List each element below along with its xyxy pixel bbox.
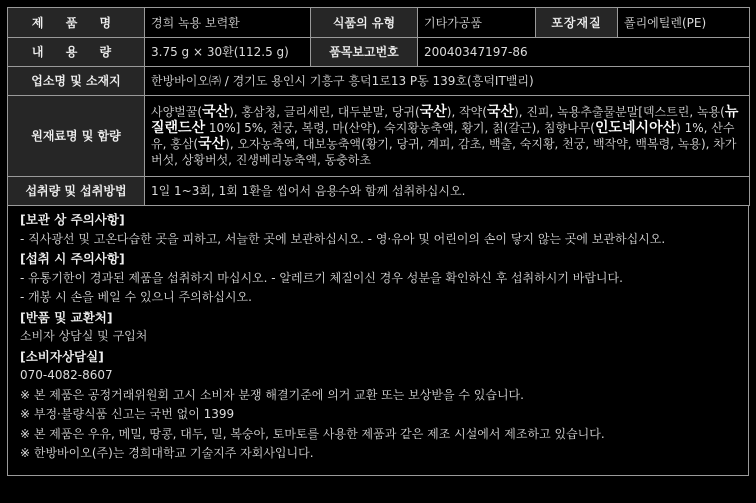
ingredients-text: ), 홍삼청, 글리세린, 대두분말, 당귀( <box>229 105 420 119</box>
product-name-label: 제 품 명 <box>8 8 145 38</box>
product-name: 경희 녹용 보력환 <box>145 8 311 38</box>
ingredients-text: 10%] 5%, 천궁, 복령, 마(산약), 숙지황농축액, 황기, 칡(갈근), 침향나무( <box>205 121 595 135</box>
origin-indonesia: 인도네시아산 <box>594 120 677 136</box>
note-report: ※ 부정·불량식품 신고는 국번 없이 1399 <box>20 407 235 421</box>
content-label: 내 용 량 <box>8 38 145 67</box>
row-intake <box>8 177 750 206</box>
consumer-center-title: [소비자상담실] <box>20 348 104 364</box>
maker-label: 업소명 및 소재지 <box>8 67 145 96</box>
ingredients-text: ), 오자농축액, 대보농축액(황기, 당귀, 계피, 감초, 백출, 숙지황, 천궁, 백작약, 백복령, 녹용), 차가버섯, 상황버섯, 진생베리농축액, 동충하초 <box>151 137 737 167</box>
note-allergen: ※ 본 제품은 우유, 메밀, 땅콩, 대두, 밀, 복숭아, 토마토를 사용한 제품과 같은 제조 시설에서 제조하고 있습니다. <box>20 426 605 441</box>
return-text: 소비자 상담실 및 구입처 <box>20 329 148 343</box>
ingredients-value <box>145 96 750 177</box>
origin-korea: 국산 <box>202 104 230 120</box>
content-value: 3.75 g × 30환(112.5 g) <box>145 38 311 67</box>
origin-korea: 국산 <box>419 104 447 120</box>
maker-value: 한방바이오㈜ / 경기도 용인시 기흥구 흥덕1로13 P동 139호(흥덕IT밸리) <box>145 67 750 96</box>
storage-text: - 직사광선 및 고온다습한 곳을 피하고, 서늘한 곳에 보관하십시오. - 영·유아 및 어린이의 손이 닿지 않는 곳에 보관하십시오. <box>20 231 666 246</box>
ingredients-text: ) 1%, 산수유, 홍삼( <box>151 121 735 151</box>
intake-caution-title: [섭취 시 주의사항] <box>20 251 125 266</box>
ingredients-label: 원재료명 및 함량 <box>8 96 145 177</box>
intake-label: 섭취량 및 섭취방법 <box>8 177 145 206</box>
origin-korea: 국산 <box>486 104 515 120</box>
report-no: 20040347197-86 <box>418 38 750 67</box>
origin-new-zealand: 뉴질랜드산 <box>151 104 739 136</box>
note-company: ※ 한방바이오(주)는 경희대학교 기술지주 자회사입니다. <box>20 446 314 460</box>
ingredients-text: ), 진피, 녹용추출물분말[덱스트린, 녹용( <box>514 105 725 119</box>
product-label <box>7 7 749 496</box>
intake-caution-text-2: - 개봉 시 손을 베일 수 있으니 주의하십시오. <box>20 290 252 304</box>
packaging: 폴리에틸렌(PE) <box>618 8 750 38</box>
food-type-label: 식품의 유형 <box>311 8 418 38</box>
note-compensation: ※ 본 제품은 공정거래위원회 고시 소비자 분쟁 해결기준에 의거 교환 또는 보상받을 수 있습니다. <box>20 387 524 402</box>
row-ingredients <box>8 96 750 177</box>
ingredients-text: ), 작약( <box>446 105 487 119</box>
row-content <box>8 38 750 67</box>
row-product <box>8 8 750 38</box>
origin-korea: 국산 <box>198 136 226 152</box>
storage-title: [보관 상 주의사항] <box>20 212 125 227</box>
food-type: 기타가공품 <box>418 8 536 38</box>
packaging-label: 포장재질 <box>536 8 618 38</box>
intake-value: 1일 1~3회, 1회 1환을 씹어서 음용수와 함께 섭취하십시오. <box>145 177 750 206</box>
row-maker <box>8 67 750 96</box>
spec-table <box>7 7 750 206</box>
notes-section <box>7 206 749 476</box>
return-title: [반품 및 교환처] <box>20 309 113 325</box>
intake-caution-text-1: - 유통기한이 경과된 제품을 섭취하지 마십시오. - 알레르기 체질이신 경우 성분을 확인하신 후 섭취하시기 바랍니다. <box>20 270 623 285</box>
ingredients-text: 사양벌꿀( <box>151 105 203 119</box>
consumer-center-phone: 070-4082-8607 <box>20 368 113 382</box>
report-no-label: 품목보고번호 <box>311 38 418 67</box>
